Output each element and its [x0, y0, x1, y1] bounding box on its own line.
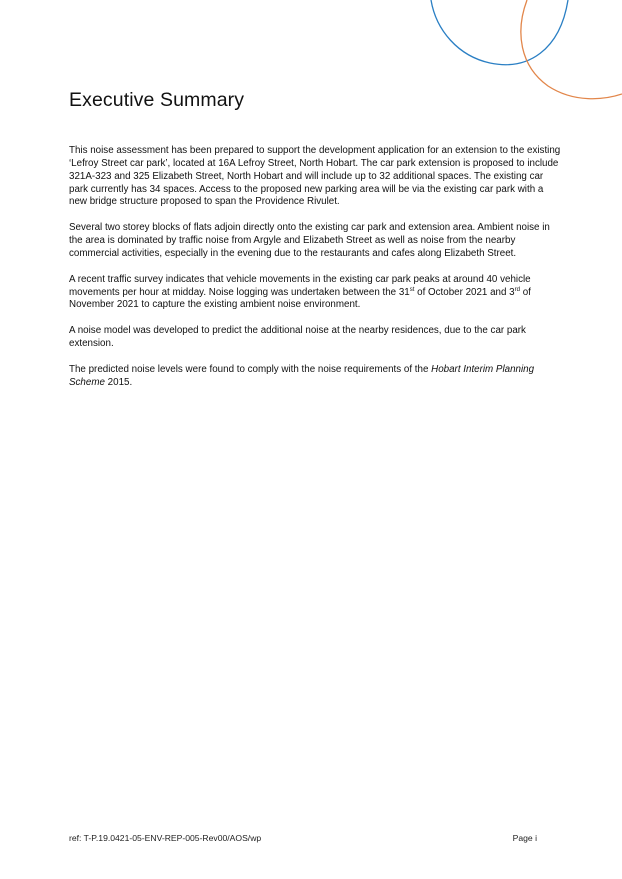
- paragraph-3-text-b: of October 2021 and 3: [414, 286, 515, 298]
- paragraph-3: [69, 274, 561, 313]
- blue-arc-decoration: [431, 0, 568, 65]
- planning-scheme-name: Hobart Interim Planning Scheme: [69, 363, 535, 388]
- orange-arc-decoration: [521, 0, 622, 99]
- paragraph-5: [69, 364, 561, 390]
- page-title: Executive Summary: [69, 89, 245, 111]
- paragraph-1: This noise assessment has been prepared to support the development application for an extension to the existing ‘Lefroy Street car park’, located at 16A Lefroy Street, North Hobart. The car park extension is proposed to include 321A-323 and 325 Elizabeth Street, North Hobart and will include up to 32 additional spaces. The existing car park currently has 34 spaces. Access to the proposed new parking area will be via the existing car park with a new bridge structure proposed to span the Providence Rivulet.: [69, 145, 561, 208]
- paragraph-3-text-a: A recent traffic survey indicates that vehicle movements in the existing car park peaks at around 40 vehicle movements per hour at midday. Noise logging was undertaken between the 31: [69, 273, 531, 298]
- footer-reference: ref: T-P.19.0421-05-ENV-REP-005-Rev00/AOS/wp: [69, 833, 262, 843]
- paragraph-2: Several two storey blocks of flats adjoin directly onto the existing car park and extension area. Ambient noise in the area is dominated by traffic noise from Argyle and Elizabeth Street as well as noise from the nearby commercial activities, especially in the evening due to the restaurants and cafes along Elizabeth Street.: [69, 222, 550, 259]
- ordinal-suffix-st: st: [409, 286, 415, 293]
- summary-body: [69, 145, 561, 403]
- paragraph-4: A noise model was developed to predict the additional noise at the nearby residences, due to the car park extension.: [69, 325, 526, 350]
- paragraph-5-text-b: 2015.: [104, 376, 133, 388]
- paragraph-3-text-c: of November 2021 to capture the existing ambient noise environment.: [69, 286, 531, 311]
- paragraph-5-text-a: The predicted noise levels were found to comply with the noise requirements of the: [69, 363, 432, 375]
- ordinal-suffix-rd: rd: [514, 286, 520, 293]
- footer-page-number: Page i: [512, 833, 537, 843]
